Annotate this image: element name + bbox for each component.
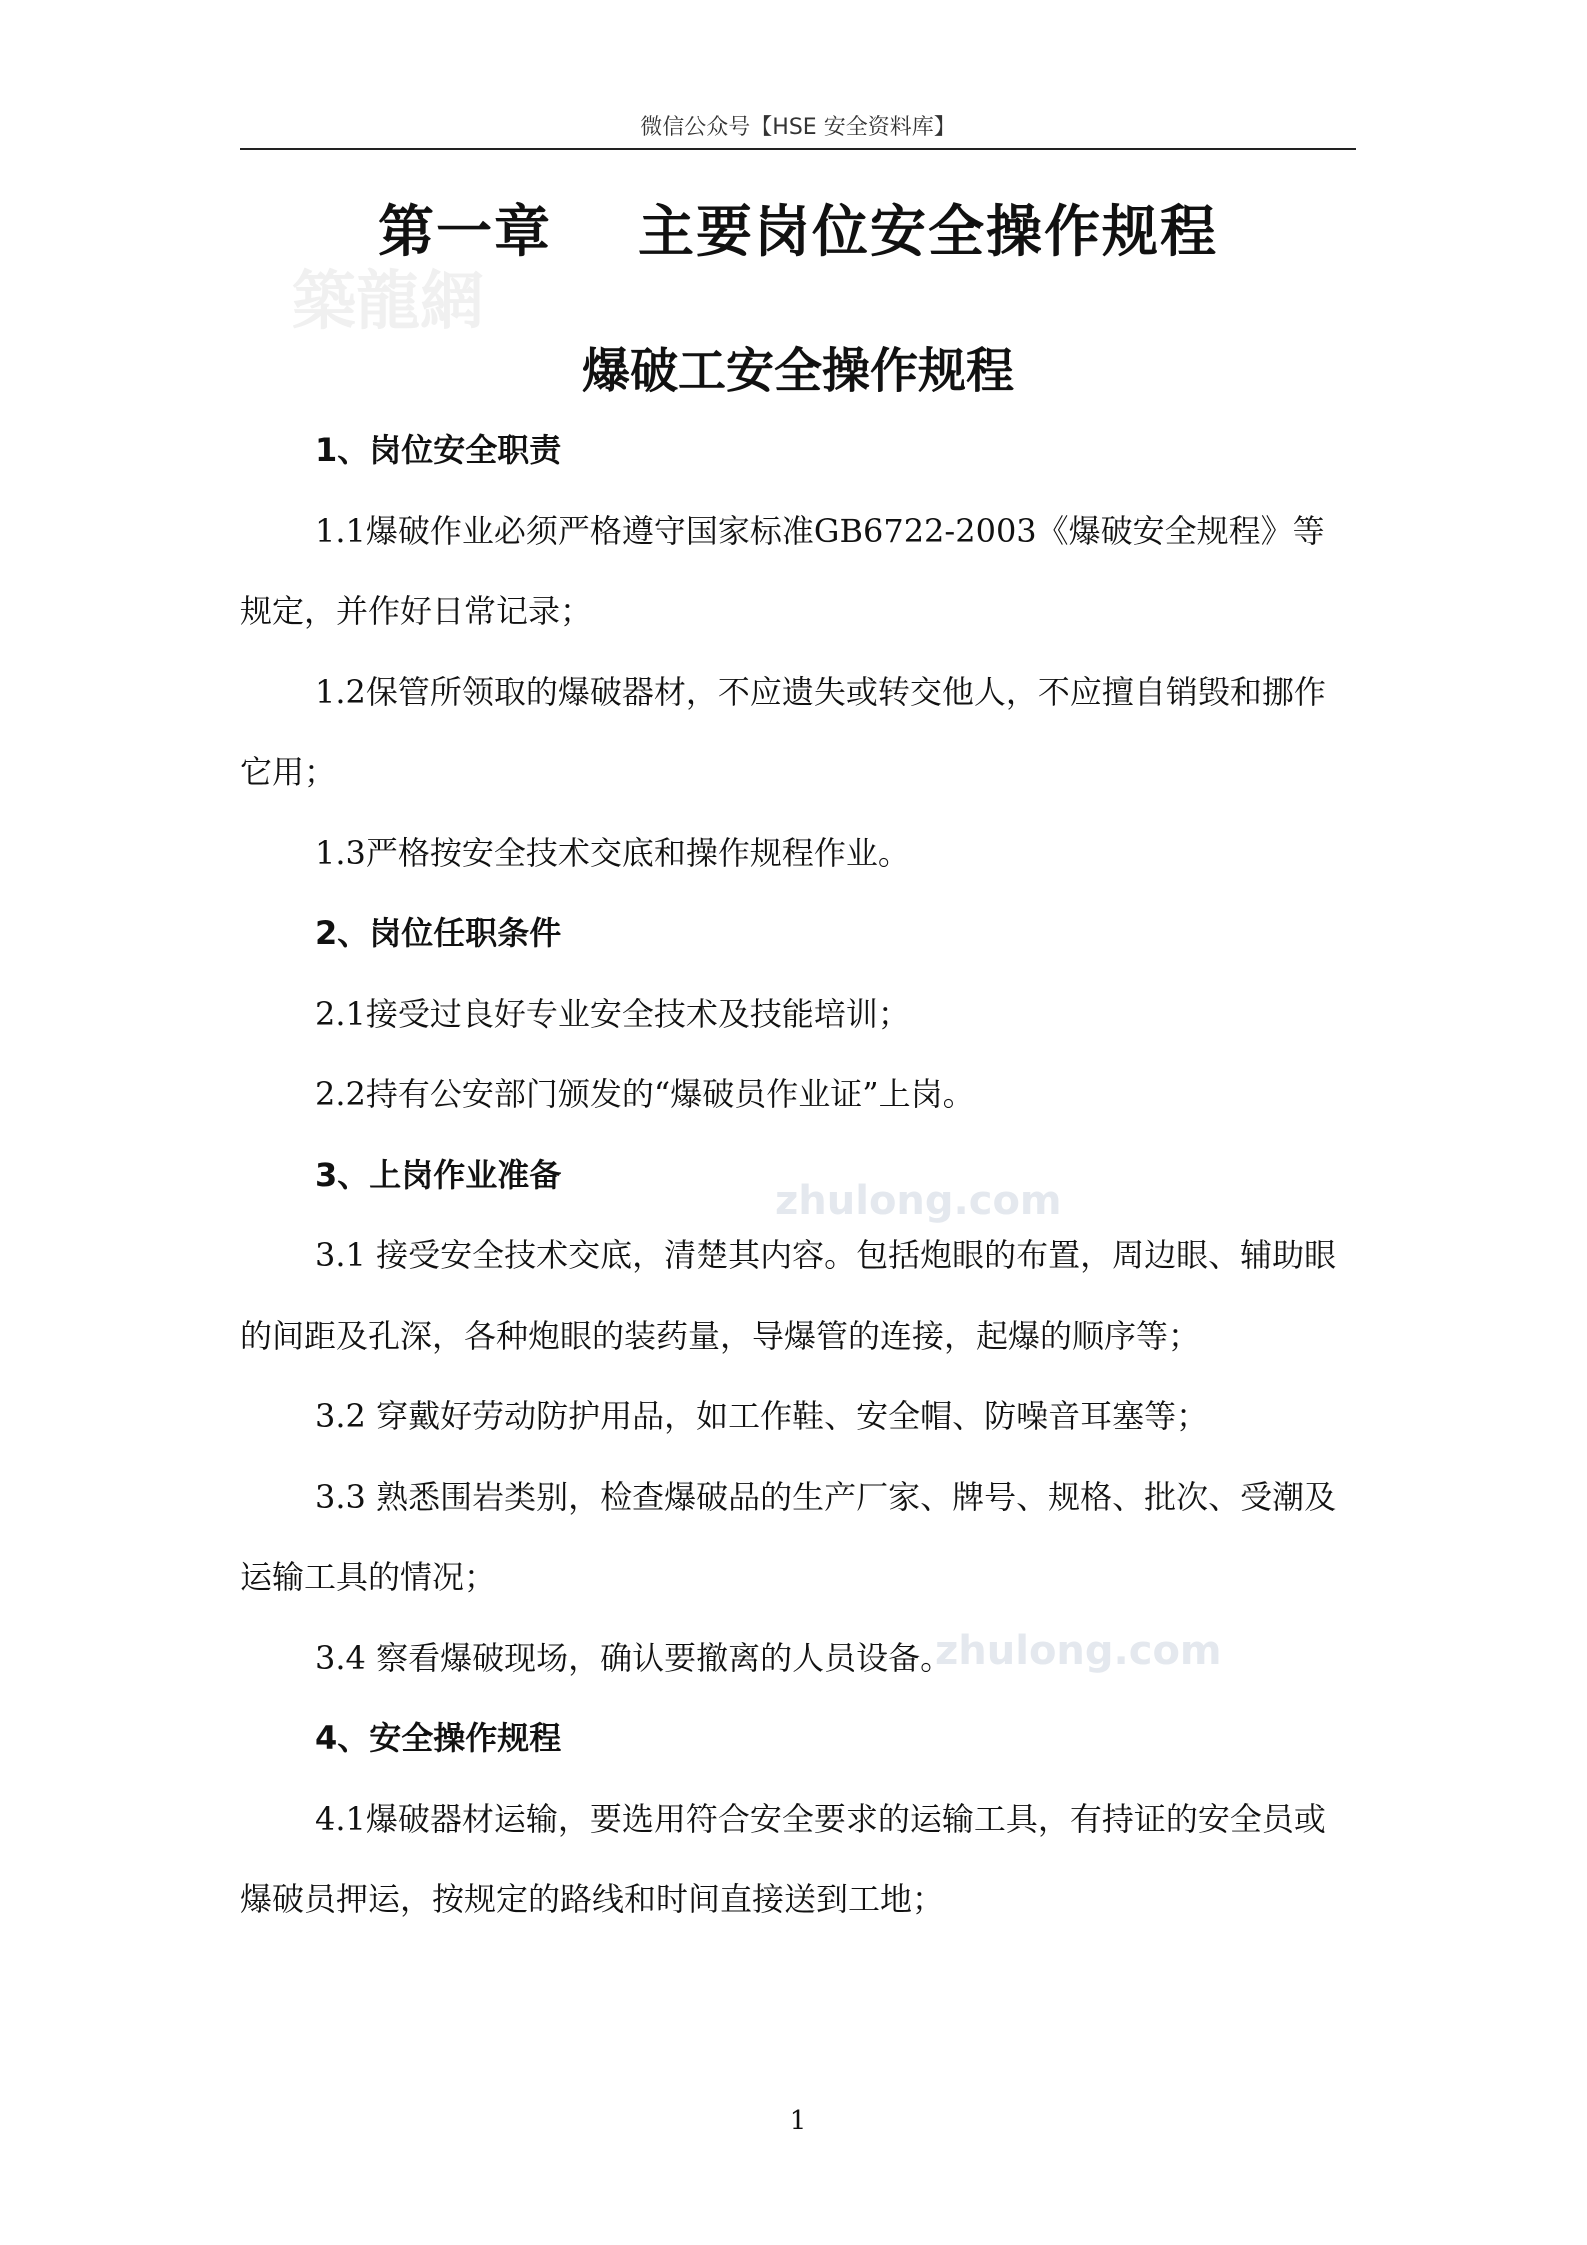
paragraph: 2.1接受过良好专业安全技术及技能培训；	[315, 994, 910, 1033]
document-body	[240, 410, 1356, 1940]
paragraph: 1.1爆破作业必须严格遵守国家标准GB6722-2003《爆破安全规程》等规定，并作好日常记录；	[240, 511, 1325, 630]
watermark-text: zhulong.com	[775, 1178, 1062, 1224]
paragraph: 4.1爆破器材运输，要选用符合安全要求的运输工具，有持证的安全员或爆破员押运，按规定的路线和时间直接送到工地；	[240, 1799, 1326, 1918]
paragraph: 3.2 穿戴好劳动防护用品，如工作鞋、安全帽、防噪音耳塞等；	[315, 1397, 1209, 1435]
watermark-logo: 築龍網	[292, 264, 484, 339]
paragraph: 3.1 接受安全技术交底，清楚其内容。包括炮眼的布置，周边眼、辅助眼的间距及孔深，各种炮眼的装药量，导爆管的连接，起爆的顺序等；	[240, 1236, 1337, 1355]
header-divider	[240, 148, 1356, 150]
paragraph: 2.2持有公安部门颁发的“爆破员作业证”上岗。	[315, 1075, 975, 1113]
section-title: 爆破工安全操作规程	[581, 343, 1014, 399]
page-header: 微信公众号【HSE 安全资料库】	[640, 115, 956, 140]
paragraph: 1.2保管所领取的爆破器材，不应遗失或转交他人，不应擅自销毁和挪作它用；	[240, 672, 1326, 791]
section-heading: 3、上岗作业准备	[315, 1155, 562, 1194]
chapter-title: 第一章 主要岗位安全操作规程	[378, 200, 1218, 265]
section-heading: 2、岗位任职条件	[315, 914, 562, 952]
page-number: 1	[789, 2106, 807, 2136]
paragraph: 3.4 察看爆破现场，确认要撤离的人员设备。	[315, 1638, 953, 1677]
section-heading: 1、岗位安全职责	[315, 431, 562, 469]
section-heading: 4、安全操作规程	[315, 1719, 562, 1757]
paragraph: 1.3严格按安全技术交底和操作规程作业。	[315, 833, 910, 872]
paragraph: 3.3 熟悉围岩类别，检查爆破品的生产厂家、牌号、规格、批次、受潮及运输工具的情况；	[240, 1477, 1337, 1596]
watermark-text: zhulong.com	[935, 1628, 1222, 1674]
